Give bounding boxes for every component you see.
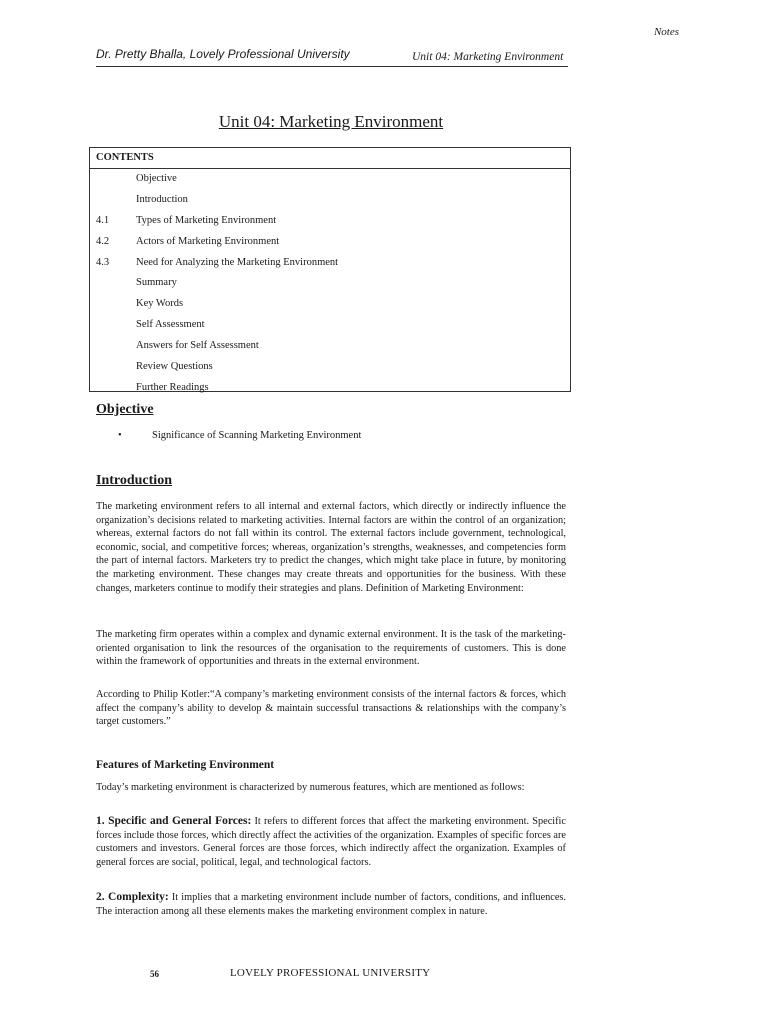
features-intro: Today’s marketing environment is characterized by numerous features, which are mentioned as follows: (96, 782, 525, 793)
contents-item: Objective (136, 173, 177, 184)
contents-item: Answers for Self Assessment (136, 340, 259, 352)
contents-item: 4.2 Actors of Marketing Environment (96, 235, 280, 247)
intro-paragraph-3: According to Philip Kotler:“A company’s marketing environment consists of the internal factors & forces, which affect the company’s ability to develop & maintain successful transactions & relationships with the company’s target customers.” (96, 689, 566, 728)
intro-paragraph-1: The marketing environment refers to all internal and external factors, which directly or indirectly influence the organization’s decisions related to marketing activities. Internal factors are within the control of an organization; whereas, external factors do not fall within its control. The external factors include government, technological, economic, social, and competitive forces; whereas, organization’s strengths, weaknesses, and competencies form the part of internal factors. Marketers try to predict the changes, which might take place in future, by monitoring the marketing environment. These changes may create threats and opportunities for the business. With these changes, marketers continue to modify their strategies and plans. Definition of Marketing Environment: (96, 501, 566, 594)
feature-1: 1. Specific and General Forces: It refers to different forces that affect the marketing environment. Specific forces include those forces, which directly affect the activities of the organization. Examples of specific forces are customers and investors. General forces are those forces, which indirectly affect the organization. Examples of general forces are social, political, legal, and technological factors. (96, 815, 566, 868)
contents-item: Self Assessment (136, 319, 205, 331)
features-heading: Features of Marketing Environment (96, 759, 275, 771)
header-unit: Unit 04: Marketing Environment (412, 51, 564, 63)
intro-paragraph-2: The marketing firm operates within a complex and dynamic external environment. It is the task of the marketing-oriented organisation to link the resources of the organisation to the requirements of customers. This is done within the framework of opportunities and threats in the external environment. (96, 629, 566, 668)
notes-label: Notes (653, 26, 679, 38)
footer-university: LOVELY PROFESSIONAL UNIVERSITY (230, 967, 431, 979)
contents-item: Review Questions (136, 361, 213, 373)
contents-box (89, 147, 571, 392)
page-number: 56 (150, 969, 159, 979)
contents-item: Introduction (136, 193, 188, 205)
contents-item: Further Readings (136, 381, 209, 393)
objective-heading: Objective (96, 402, 154, 417)
header-author: Dr. Pretty Bhalla, Lovely Professional University (96, 47, 350, 61)
contents-item: 4.1 Types of Marketing Environment (96, 214, 277, 226)
objective-bullet: • Significance of Scanning Marketing Environment (118, 430, 362, 441)
header-rule (96, 66, 568, 67)
page-title: Unit 04: Marketing Environment (218, 112, 444, 131)
contents-divider (90, 168, 570, 169)
bullet-icon: • (118, 430, 122, 441)
contents-heading: CONTENTS (96, 152, 154, 163)
contents-item: 4.3 Need for Analyzing the Marketing Environment (96, 256, 339, 268)
feature-2: 2. Complexity: It implies that a marketing environment include number of factors, conditions, and influences. The interaction among all these elements makes the marketing environment complex in nature. (96, 891, 567, 917)
introduction-heading: Introduction (96, 473, 172, 488)
contents-item: Summary (136, 277, 177, 289)
contents-item: Key Words (136, 298, 184, 310)
